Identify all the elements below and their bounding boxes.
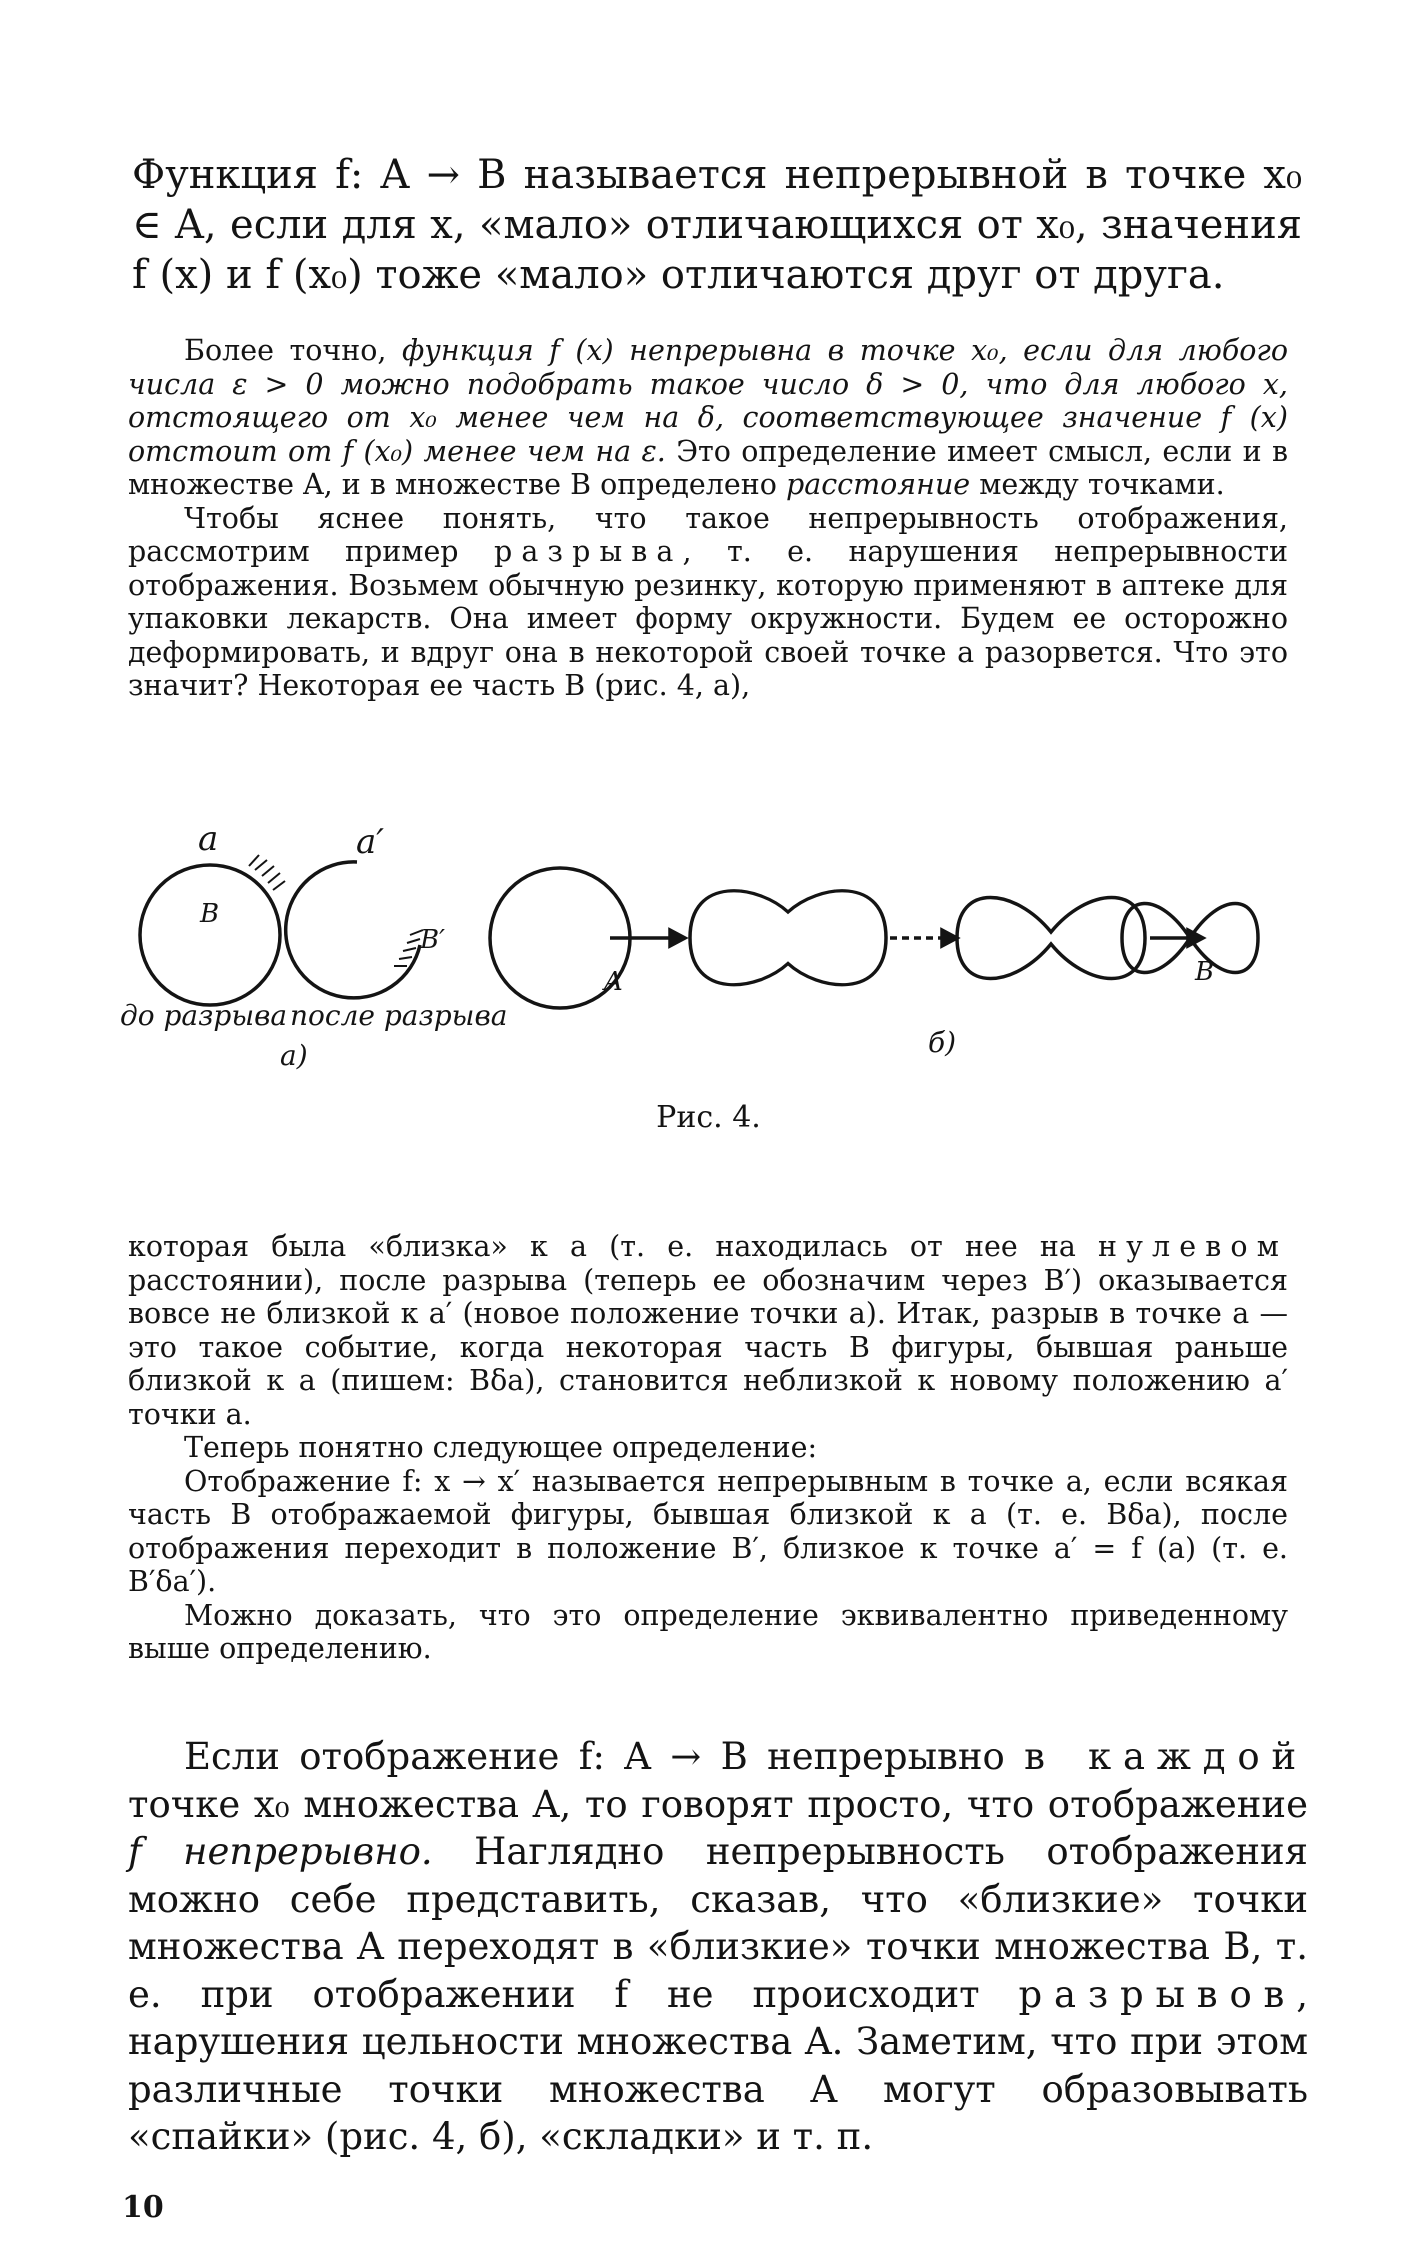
between-points-text: между точками. (979, 468, 1225, 501)
definition-paragraph (132, 150, 1302, 300)
discontinuity-block (128, 1230, 1288, 1666)
label-A: A (604, 967, 623, 997)
rupture-explanation-text: расстоянии), после разрыва (теперь ее обозначим через B′) оказывается вовсе не близкой к a′ (новое положение точки a). Итак, разрыв в точке a — это такое событие, когда некоторая часть B фигуры, бывшая раньше близкой к a (пишем: Bδa), становится неблизкой к новому положению a′ точки a. (128, 1263, 1288, 1431)
precise-definition-paragraph (128, 334, 1288, 502)
figure-caption: Рис. 4. (656, 1100, 761, 1135)
rupture-term: разрыва (493, 535, 683, 568)
zero-term: нулевом (1098, 1230, 1288, 1263)
page-number: 10 (122, 2190, 164, 2225)
label-a: a (198, 820, 219, 859)
sub-a: a) (280, 1039, 308, 1072)
caption-before: до разрыва (120, 999, 288, 1032)
rupture-explanation-paragraph (128, 1230, 1288, 1431)
epsilon-delta-text: функция f (x) непрерывна в точке x₀, если для любого числа ε > 0 можно подобрать такое число δ > 0, что для любого x, отстоящего от x₀ менее чем на δ, соответствующее значение f (x) отстоит от f (x₀) менее чем на ε. (128, 334, 1288, 468)
rupture-example-paragraph (128, 502, 1288, 703)
ruptures-term: разрывов (1018, 1972, 1297, 2016)
circle-before-rupture (140, 865, 280, 1005)
hatch-marks-a (249, 855, 285, 890)
now-clear-paragraph: Теперь понятно следующее определение: (184, 1431, 818, 1464)
cont-a: Если отображение f: A → B непрерывно (184, 1735, 1005, 1778)
label-B-result: B (1195, 957, 1215, 987)
label-B-prime: B′ (420, 925, 446, 955)
near-text: которая была «близка» к a (т. е. находилась от нее на (128, 1230, 1076, 1263)
label-a-prime: a′ (356, 822, 384, 862)
arrowhead-2 (942, 930, 957, 946)
precise-definition-block (128, 334, 1288, 703)
caption-after: после разрыва (290, 999, 508, 1032)
broken-ring (286, 862, 420, 998)
sub-b: б) (928, 1026, 957, 1059)
label-B: B (200, 899, 220, 929)
equivalence-paragraph: Можно доказать, что это определение эквивалентно приведенному выше определению. (128, 1598, 1288, 1665)
distance-term: расстояние (785, 468, 971, 501)
arrowhead-1 (670, 930, 685, 946)
cont-c: Наглядно непрерывность отображения можно себе представить, сказав, что «близкие» точки множества A переходят в «близкие» точки множества B, т. е. при отображении f не происходит (128, 1830, 1308, 2016)
infinity-shape (1122, 904, 1258, 973)
lead-text: Более точно, (184, 334, 387, 367)
near-eight-shape (957, 898, 1145, 979)
continuity-paragraph (128, 1733, 1308, 2161)
example-body: , т. е. нарушения непрерывности отображения. Возьмем обычную резинку, которую применяют в аптеке для упаковки лекарств. Она имеет форму окружности. Будем ее осторожно деформировать, и вдруг она в некоторой своей точке a разорвется. Что это значит? Некоторая ее часть B (рис. 4, a), (128, 535, 1289, 702)
cont-b: точке x₀ множества A, то говорят просто, что отображение (128, 1782, 1308, 1826)
mapping-definition-paragraph: Отображение f: x → x′ называется непрерывным в точке a, если всякая часть B отображаемой фигуры, бывшая близкой к a (т. е. Bδa), после отображения переходит в положение B′, близкое к точке a′ = f (a) (т. е. B′δa′). (128, 1464, 1288, 1598)
meaning-text: Это определение имеет смысл, если и в множестве A, и в множестве B определено (128, 434, 1289, 501)
continuous-term: f непрерывно. (128, 1830, 433, 1873)
every-term: в каждой (1024, 1735, 1308, 1778)
definition-text: Функция f: A → B называется непрерывной в точке x₀ ∈ A, если для x, «мало» отличающихся от x₀, значения f (x) и f (x₀) тоже «мало» отличаются друг от друга. (132, 152, 1302, 298)
example-lead: Чтобы яснее понять, что такое непрерывность отображения, рассмотрим пример (128, 501, 1288, 568)
continuity-text (128, 1733, 1308, 2161)
peanut-shape (690, 891, 886, 985)
cont-d: , нарушения цельности множества A. Заметим, что при этом различные точки множества A могут образовывать «спайки» (рис. 4, б), «складки» и т. п. (128, 1972, 1308, 2158)
